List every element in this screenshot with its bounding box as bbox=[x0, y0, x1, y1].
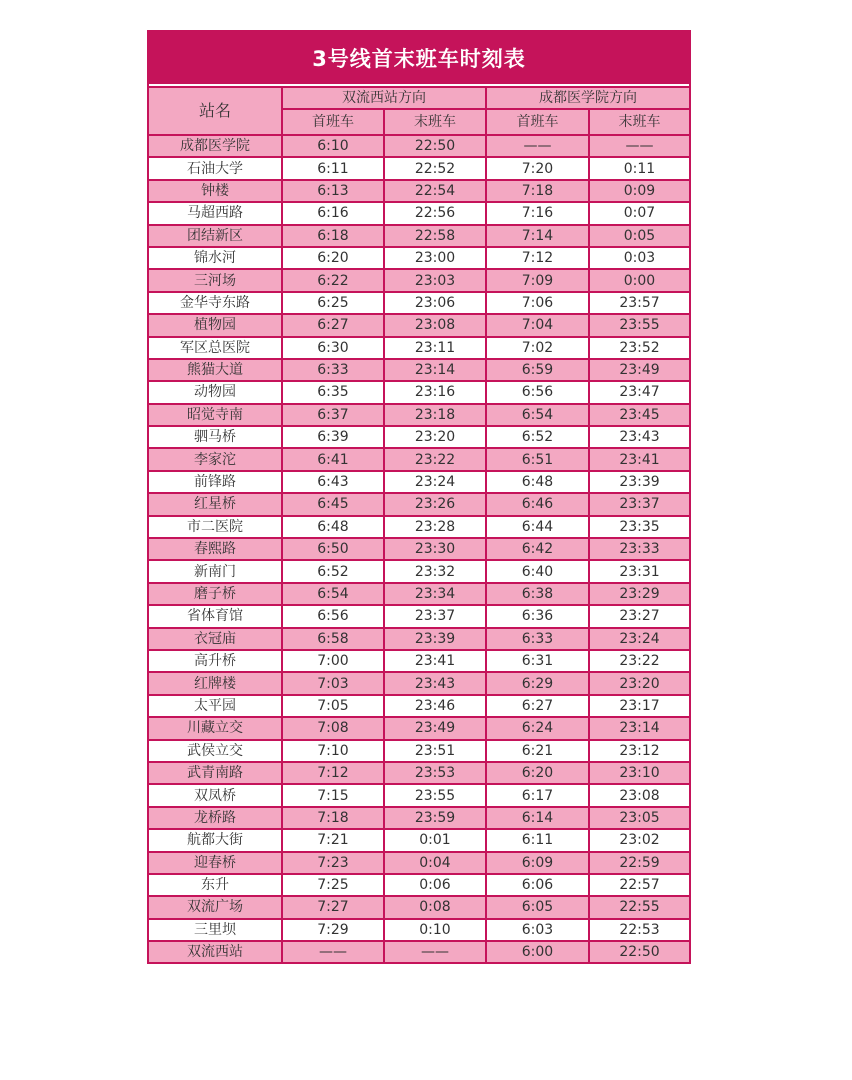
station-name-cell: 军区总医院 bbox=[149, 337, 282, 359]
station-name-cell: 航都大街 bbox=[149, 829, 282, 851]
direction-b-first-train-cell: 6:20 bbox=[486, 762, 589, 784]
direction-b-last-train-cell: 23:41 bbox=[589, 448, 689, 470]
direction-a-first-train-cell: 6:41 bbox=[282, 448, 384, 470]
direction-b-last-train-header: 末班车 bbox=[589, 109, 689, 135]
table-row bbox=[149, 538, 689, 560]
direction-b-last-train-cell: 0:05 bbox=[589, 225, 689, 247]
direction-b-first-train-cell: 7:16 bbox=[486, 202, 589, 224]
direction-b-last-train-cell: 23:39 bbox=[589, 471, 689, 493]
direction-b-first-train-cell: 6:54 bbox=[486, 404, 589, 426]
timetable bbox=[149, 86, 689, 962]
station-name-cell: 李家沱 bbox=[149, 448, 282, 470]
station-name-cell: 省体育馆 bbox=[149, 605, 282, 627]
table-row bbox=[149, 292, 689, 314]
direction-b-last-train-cell: 23:49 bbox=[589, 359, 689, 381]
direction-b-last-train-cell: 23:35 bbox=[589, 516, 689, 538]
direction-a-last-train-cell: 0:04 bbox=[384, 852, 486, 874]
table-row bbox=[149, 314, 689, 336]
direction-a-last-train-cell: 23:55 bbox=[384, 784, 486, 806]
direction-b-last-train-cell: 0:07 bbox=[589, 202, 689, 224]
direction-a-first-train-cell: 7:05 bbox=[282, 695, 384, 717]
direction-a-first-train-cell: 6:58 bbox=[282, 628, 384, 650]
direction-b-last-train-cell: 22:50 bbox=[589, 941, 689, 962]
station-name-cell: 武侯立交 bbox=[149, 740, 282, 762]
station-name-cell: 马超西路 bbox=[149, 202, 282, 224]
direction-a-first-train-cell: 6:22 bbox=[282, 269, 384, 291]
direction-b-last-train-cell: 23:45 bbox=[589, 404, 689, 426]
direction-b-first-train-cell: 6:42 bbox=[486, 538, 589, 560]
direction-b-first-train-cell: 6:52 bbox=[486, 426, 589, 448]
direction-a-first-train-cell: 6:43 bbox=[282, 471, 384, 493]
direction-b-last-train-cell: 23:22 bbox=[589, 650, 689, 672]
direction-a-first-train-cell: 6:25 bbox=[282, 292, 384, 314]
direction-a-first-train-cell: 7:25 bbox=[282, 874, 384, 896]
table-row bbox=[149, 381, 689, 403]
direction-a-last-train-cell: 23:37 bbox=[384, 605, 486, 627]
direction-a-first-train-cell: 6:18 bbox=[282, 225, 384, 247]
direction-a-header: 双流西站方向 bbox=[282, 87, 486, 109]
timetable-body bbox=[149, 135, 689, 962]
direction-b-first-train-cell: 6:36 bbox=[486, 605, 589, 627]
direction-b-last-train-cell: 23:20 bbox=[589, 672, 689, 694]
direction-a-last-train-cell: 23:46 bbox=[384, 695, 486, 717]
direction-a-last-train-cell: 23:16 bbox=[384, 381, 486, 403]
table-row bbox=[149, 896, 689, 918]
direction-a-last-train-cell: 22:54 bbox=[384, 180, 486, 202]
table-row bbox=[149, 717, 689, 739]
station-column-header: 站名 bbox=[149, 87, 282, 135]
direction-a-first-train-cell: 6:48 bbox=[282, 516, 384, 538]
table-row bbox=[149, 695, 689, 717]
table-row bbox=[149, 202, 689, 224]
direction-b-last-train-cell: 23:29 bbox=[589, 583, 689, 605]
direction-b-first-train-header: 首班车 bbox=[486, 109, 589, 135]
station-name-cell: 金华寺东路 bbox=[149, 292, 282, 314]
table-row bbox=[149, 404, 689, 426]
direction-b-last-train-cell: 23:47 bbox=[589, 381, 689, 403]
table-row bbox=[149, 941, 689, 962]
direction-b-first-train-cell: 6:44 bbox=[486, 516, 589, 538]
table-row bbox=[149, 180, 689, 202]
direction-b-first-train-cell: 7:18 bbox=[486, 180, 589, 202]
direction-a-last-train-cell: 23:32 bbox=[384, 560, 486, 582]
direction-a-last-train-cell: 23:03 bbox=[384, 269, 486, 291]
direction-a-first-train-cell: 6:10 bbox=[282, 135, 384, 157]
station-name-cell: 前锋路 bbox=[149, 471, 282, 493]
direction-b-first-train-cell: 6:48 bbox=[486, 471, 589, 493]
direction-a-last-train-cell: 23:51 bbox=[384, 740, 486, 762]
direction-a-last-train-cell: 23:49 bbox=[384, 717, 486, 739]
direction-b-last-train-cell: 23:55 bbox=[589, 314, 689, 336]
direction-b-first-train-cell: 6:14 bbox=[486, 807, 589, 829]
direction-b-last-train-cell: 23:33 bbox=[589, 538, 689, 560]
direction-b-first-train-cell: 6:03 bbox=[486, 919, 589, 941]
station-name-cell: 钟楼 bbox=[149, 180, 282, 202]
direction-a-first-train-cell: 6:56 bbox=[282, 605, 384, 627]
station-name-cell: 昭觉寺南 bbox=[149, 404, 282, 426]
table-row bbox=[149, 672, 689, 694]
station-name-cell: 东升 bbox=[149, 874, 282, 896]
station-name-cell: 红星桥 bbox=[149, 493, 282, 515]
table-row bbox=[149, 471, 689, 493]
direction-a-first-train-cell: 7:18 bbox=[282, 807, 384, 829]
direction-a-last-train-cell: 22:50 bbox=[384, 135, 486, 157]
direction-b-first-train-cell: 7:20 bbox=[486, 157, 589, 179]
direction-a-last-train-cell: 22:58 bbox=[384, 225, 486, 247]
direction-b-last-train-cell: 23:14 bbox=[589, 717, 689, 739]
direction-b-last-train-cell: 23:57 bbox=[589, 292, 689, 314]
direction-b-header: 成都医学院方向 bbox=[486, 87, 689, 109]
direction-b-first-train-cell: 6:29 bbox=[486, 672, 589, 694]
direction-a-first-train-cell: 7:08 bbox=[282, 717, 384, 739]
direction-b-last-train-cell: 0:03 bbox=[589, 247, 689, 269]
direction-a-last-train-cell: 23:00 bbox=[384, 247, 486, 269]
direction-b-first-train-cell: 6:11 bbox=[486, 829, 589, 851]
table-row bbox=[149, 762, 689, 784]
station-name-cell: 龙桥路 bbox=[149, 807, 282, 829]
direction-a-last-train-cell: 23:24 bbox=[384, 471, 486, 493]
direction-b-first-train-cell: 6:24 bbox=[486, 717, 589, 739]
station-name-cell: 石油大学 bbox=[149, 157, 282, 179]
direction-b-first-train-cell: 7:06 bbox=[486, 292, 589, 314]
direction-a-last-train-cell: 0:10 bbox=[384, 919, 486, 941]
direction-a-last-train-cell: 23:43 bbox=[384, 672, 486, 694]
direction-a-last-train-cell: 23:14 bbox=[384, 359, 486, 381]
direction-a-first-train-cell: 6:50 bbox=[282, 538, 384, 560]
direction-a-first-train-cell: 6:30 bbox=[282, 337, 384, 359]
table-row bbox=[149, 583, 689, 605]
direction-a-first-train-cell: 7:10 bbox=[282, 740, 384, 762]
direction-a-last-train-cell: 23:34 bbox=[384, 583, 486, 605]
direction-a-first-train-cell: 7:23 bbox=[282, 852, 384, 874]
direction-b-last-train-cell: 22:57 bbox=[589, 874, 689, 896]
direction-a-first-train-cell: 6:20 bbox=[282, 247, 384, 269]
direction-a-first-train-cell: 7:12 bbox=[282, 762, 384, 784]
timetable-title: 3号线首末班车时刻表 bbox=[149, 32, 689, 86]
station-name-cell: 三里坝 bbox=[149, 919, 282, 941]
direction-b-first-train-cell: 6:00 bbox=[486, 941, 589, 962]
direction-b-last-train-cell: 23:17 bbox=[589, 695, 689, 717]
direction-b-first-train-cell: 6:09 bbox=[486, 852, 589, 874]
station-name-cell: 成都医学院 bbox=[149, 135, 282, 157]
direction-b-first-train-cell: 6:31 bbox=[486, 650, 589, 672]
direction-b-last-train-cell: 23:02 bbox=[589, 829, 689, 851]
direction-b-last-train-cell: 23:12 bbox=[589, 740, 689, 762]
direction-b-last-train-cell: 23:24 bbox=[589, 628, 689, 650]
direction-b-first-train-cell: 7:14 bbox=[486, 225, 589, 247]
direction-b-first-train-cell: 6:46 bbox=[486, 493, 589, 515]
station-name-cell: 植物园 bbox=[149, 314, 282, 336]
station-name-cell: 红牌楼 bbox=[149, 672, 282, 694]
direction-a-last-train-cell: 23:22 bbox=[384, 448, 486, 470]
direction-a-last-train-cell: 23:18 bbox=[384, 404, 486, 426]
table-row bbox=[149, 426, 689, 448]
direction-b-last-train-cell: 23:37 bbox=[589, 493, 689, 515]
table-row bbox=[149, 516, 689, 538]
direction-a-last-train-cell: 23:28 bbox=[384, 516, 486, 538]
direction-a-last-train-cell: 0:01 bbox=[384, 829, 486, 851]
direction-a-first-train-cell: 7:21 bbox=[282, 829, 384, 851]
direction-a-last-train-cell: —— bbox=[384, 941, 486, 962]
table-row bbox=[149, 740, 689, 762]
table-row bbox=[149, 560, 689, 582]
direction-a-first-train-cell: 7:27 bbox=[282, 896, 384, 918]
direction-a-first-train-cell: —— bbox=[282, 941, 384, 962]
direction-b-last-train-cell: 23:43 bbox=[589, 426, 689, 448]
direction-a-last-train-cell: 23:08 bbox=[384, 314, 486, 336]
direction-b-last-train-cell: 22:59 bbox=[589, 852, 689, 874]
direction-b-first-train-cell: 6:05 bbox=[486, 896, 589, 918]
direction-b-first-train-cell: 6:33 bbox=[486, 628, 589, 650]
station-name-cell: 锦水河 bbox=[149, 247, 282, 269]
timetable-sheet bbox=[147, 30, 691, 964]
table-row bbox=[149, 493, 689, 515]
station-name-cell: 团结新区 bbox=[149, 225, 282, 247]
table-row bbox=[149, 269, 689, 291]
direction-b-first-train-cell: 6:59 bbox=[486, 359, 589, 381]
direction-a-first-train-cell: 7:29 bbox=[282, 919, 384, 941]
direction-a-first-train-cell: 6:11 bbox=[282, 157, 384, 179]
direction-a-first-train-cell: 6:52 bbox=[282, 560, 384, 582]
direction-a-last-train-cell: 23:39 bbox=[384, 628, 486, 650]
direction-a-last-train-cell: 23:06 bbox=[384, 292, 486, 314]
direction-b-last-train-cell: 0:09 bbox=[589, 180, 689, 202]
station-name-cell: 驷马桥 bbox=[149, 426, 282, 448]
direction-a-last-train-cell: 0:06 bbox=[384, 874, 486, 896]
direction-b-last-train-cell: 22:53 bbox=[589, 919, 689, 941]
direction-a-last-train-cell: 23:26 bbox=[384, 493, 486, 515]
table-row bbox=[149, 359, 689, 381]
direction-a-last-train-cell: 23:53 bbox=[384, 762, 486, 784]
station-name-cell: 双流广场 bbox=[149, 896, 282, 918]
table-row bbox=[149, 247, 689, 269]
station-name-cell: 春熙路 bbox=[149, 538, 282, 560]
table-row bbox=[149, 650, 689, 672]
direction-b-first-train-cell: 6:38 bbox=[486, 583, 589, 605]
direction-a-first-train-cell: 6:54 bbox=[282, 583, 384, 605]
station-name-cell: 双流西站 bbox=[149, 941, 282, 962]
table-row bbox=[149, 874, 689, 896]
station-name-cell: 新南门 bbox=[149, 560, 282, 582]
direction-b-last-train-cell: 23:05 bbox=[589, 807, 689, 829]
table-row bbox=[149, 225, 689, 247]
direction-a-first-train-cell: 7:15 bbox=[282, 784, 384, 806]
direction-a-last-train-cell: 22:52 bbox=[384, 157, 486, 179]
station-name-cell: 太平园 bbox=[149, 695, 282, 717]
direction-b-last-train-cell: —— bbox=[589, 135, 689, 157]
direction-b-first-train-cell: —— bbox=[486, 135, 589, 157]
direction-a-last-train-header: 末班车 bbox=[384, 109, 486, 135]
station-name-cell: 三河场 bbox=[149, 269, 282, 291]
station-name-cell: 双凤桥 bbox=[149, 784, 282, 806]
direction-a-last-train-cell: 23:30 bbox=[384, 538, 486, 560]
direction-a-first-train-cell: 7:03 bbox=[282, 672, 384, 694]
direction-b-first-train-cell: 6:56 bbox=[486, 381, 589, 403]
direction-a-last-train-cell: 23:59 bbox=[384, 807, 486, 829]
direction-a-first-train-cell: 6:39 bbox=[282, 426, 384, 448]
direction-b-first-train-cell: 6:27 bbox=[486, 695, 589, 717]
direction-b-first-train-cell: 6:21 bbox=[486, 740, 589, 762]
direction-b-first-train-cell: 7:12 bbox=[486, 247, 589, 269]
direction-a-first-train-cell: 7:00 bbox=[282, 650, 384, 672]
station-name-cell: 磨子桥 bbox=[149, 583, 282, 605]
direction-a-last-train-cell: 22:56 bbox=[384, 202, 486, 224]
direction-a-first-train-cell: 6:16 bbox=[282, 202, 384, 224]
direction-a-last-train-cell: 23:11 bbox=[384, 337, 486, 359]
direction-b-last-train-cell: 23:52 bbox=[589, 337, 689, 359]
station-name-cell: 市二医院 bbox=[149, 516, 282, 538]
table-row bbox=[149, 852, 689, 874]
table-row bbox=[149, 157, 689, 179]
direction-b-first-train-cell: 7:09 bbox=[486, 269, 589, 291]
table-row bbox=[149, 628, 689, 650]
table-row bbox=[149, 807, 689, 829]
station-name-cell: 衣冠庙 bbox=[149, 628, 282, 650]
direction-b-last-train-cell: 0:11 bbox=[589, 157, 689, 179]
direction-b-last-train-cell: 23:27 bbox=[589, 605, 689, 627]
station-name-cell: 熊猫大道 bbox=[149, 359, 282, 381]
direction-b-first-train-cell: 6:06 bbox=[486, 874, 589, 896]
direction-b-last-train-cell: 0:00 bbox=[589, 269, 689, 291]
table-row bbox=[149, 919, 689, 941]
table-row bbox=[149, 784, 689, 806]
direction-a-first-train-header: 首班车 bbox=[282, 109, 384, 135]
direction-b-last-train-cell: 22:55 bbox=[589, 896, 689, 918]
table-row bbox=[149, 448, 689, 470]
direction-a-last-train-cell: 0:08 bbox=[384, 896, 486, 918]
direction-a-first-train-cell: 6:37 bbox=[282, 404, 384, 426]
table-row bbox=[149, 605, 689, 627]
station-name-cell: 高升桥 bbox=[149, 650, 282, 672]
table-row bbox=[149, 337, 689, 359]
table-row bbox=[149, 135, 689, 157]
direction-a-first-train-cell: 6:45 bbox=[282, 493, 384, 515]
direction-b-first-train-cell: 6:17 bbox=[486, 784, 589, 806]
direction-b-first-train-cell: 6:40 bbox=[486, 560, 589, 582]
direction-b-last-train-cell: 23:08 bbox=[589, 784, 689, 806]
direction-a-first-train-cell: 6:27 bbox=[282, 314, 384, 336]
direction-a-last-train-cell: 23:41 bbox=[384, 650, 486, 672]
direction-a-first-train-cell: 6:35 bbox=[282, 381, 384, 403]
direction-a-first-train-cell: 6:13 bbox=[282, 180, 384, 202]
station-name-cell: 动物园 bbox=[149, 381, 282, 403]
direction-a-first-train-cell: 6:33 bbox=[282, 359, 384, 381]
direction-b-last-train-cell: 23:10 bbox=[589, 762, 689, 784]
direction-b-last-train-cell: 23:31 bbox=[589, 560, 689, 582]
direction-b-first-train-cell: 6:51 bbox=[486, 448, 589, 470]
station-name-cell: 川藏立交 bbox=[149, 717, 282, 739]
direction-a-last-train-cell: 23:20 bbox=[384, 426, 486, 448]
direction-b-first-train-cell: 7:04 bbox=[486, 314, 589, 336]
table-row bbox=[149, 829, 689, 851]
station-name-cell: 迎春桥 bbox=[149, 852, 282, 874]
station-name-cell: 武青南路 bbox=[149, 762, 282, 784]
direction-b-first-train-cell: 7:02 bbox=[486, 337, 589, 359]
